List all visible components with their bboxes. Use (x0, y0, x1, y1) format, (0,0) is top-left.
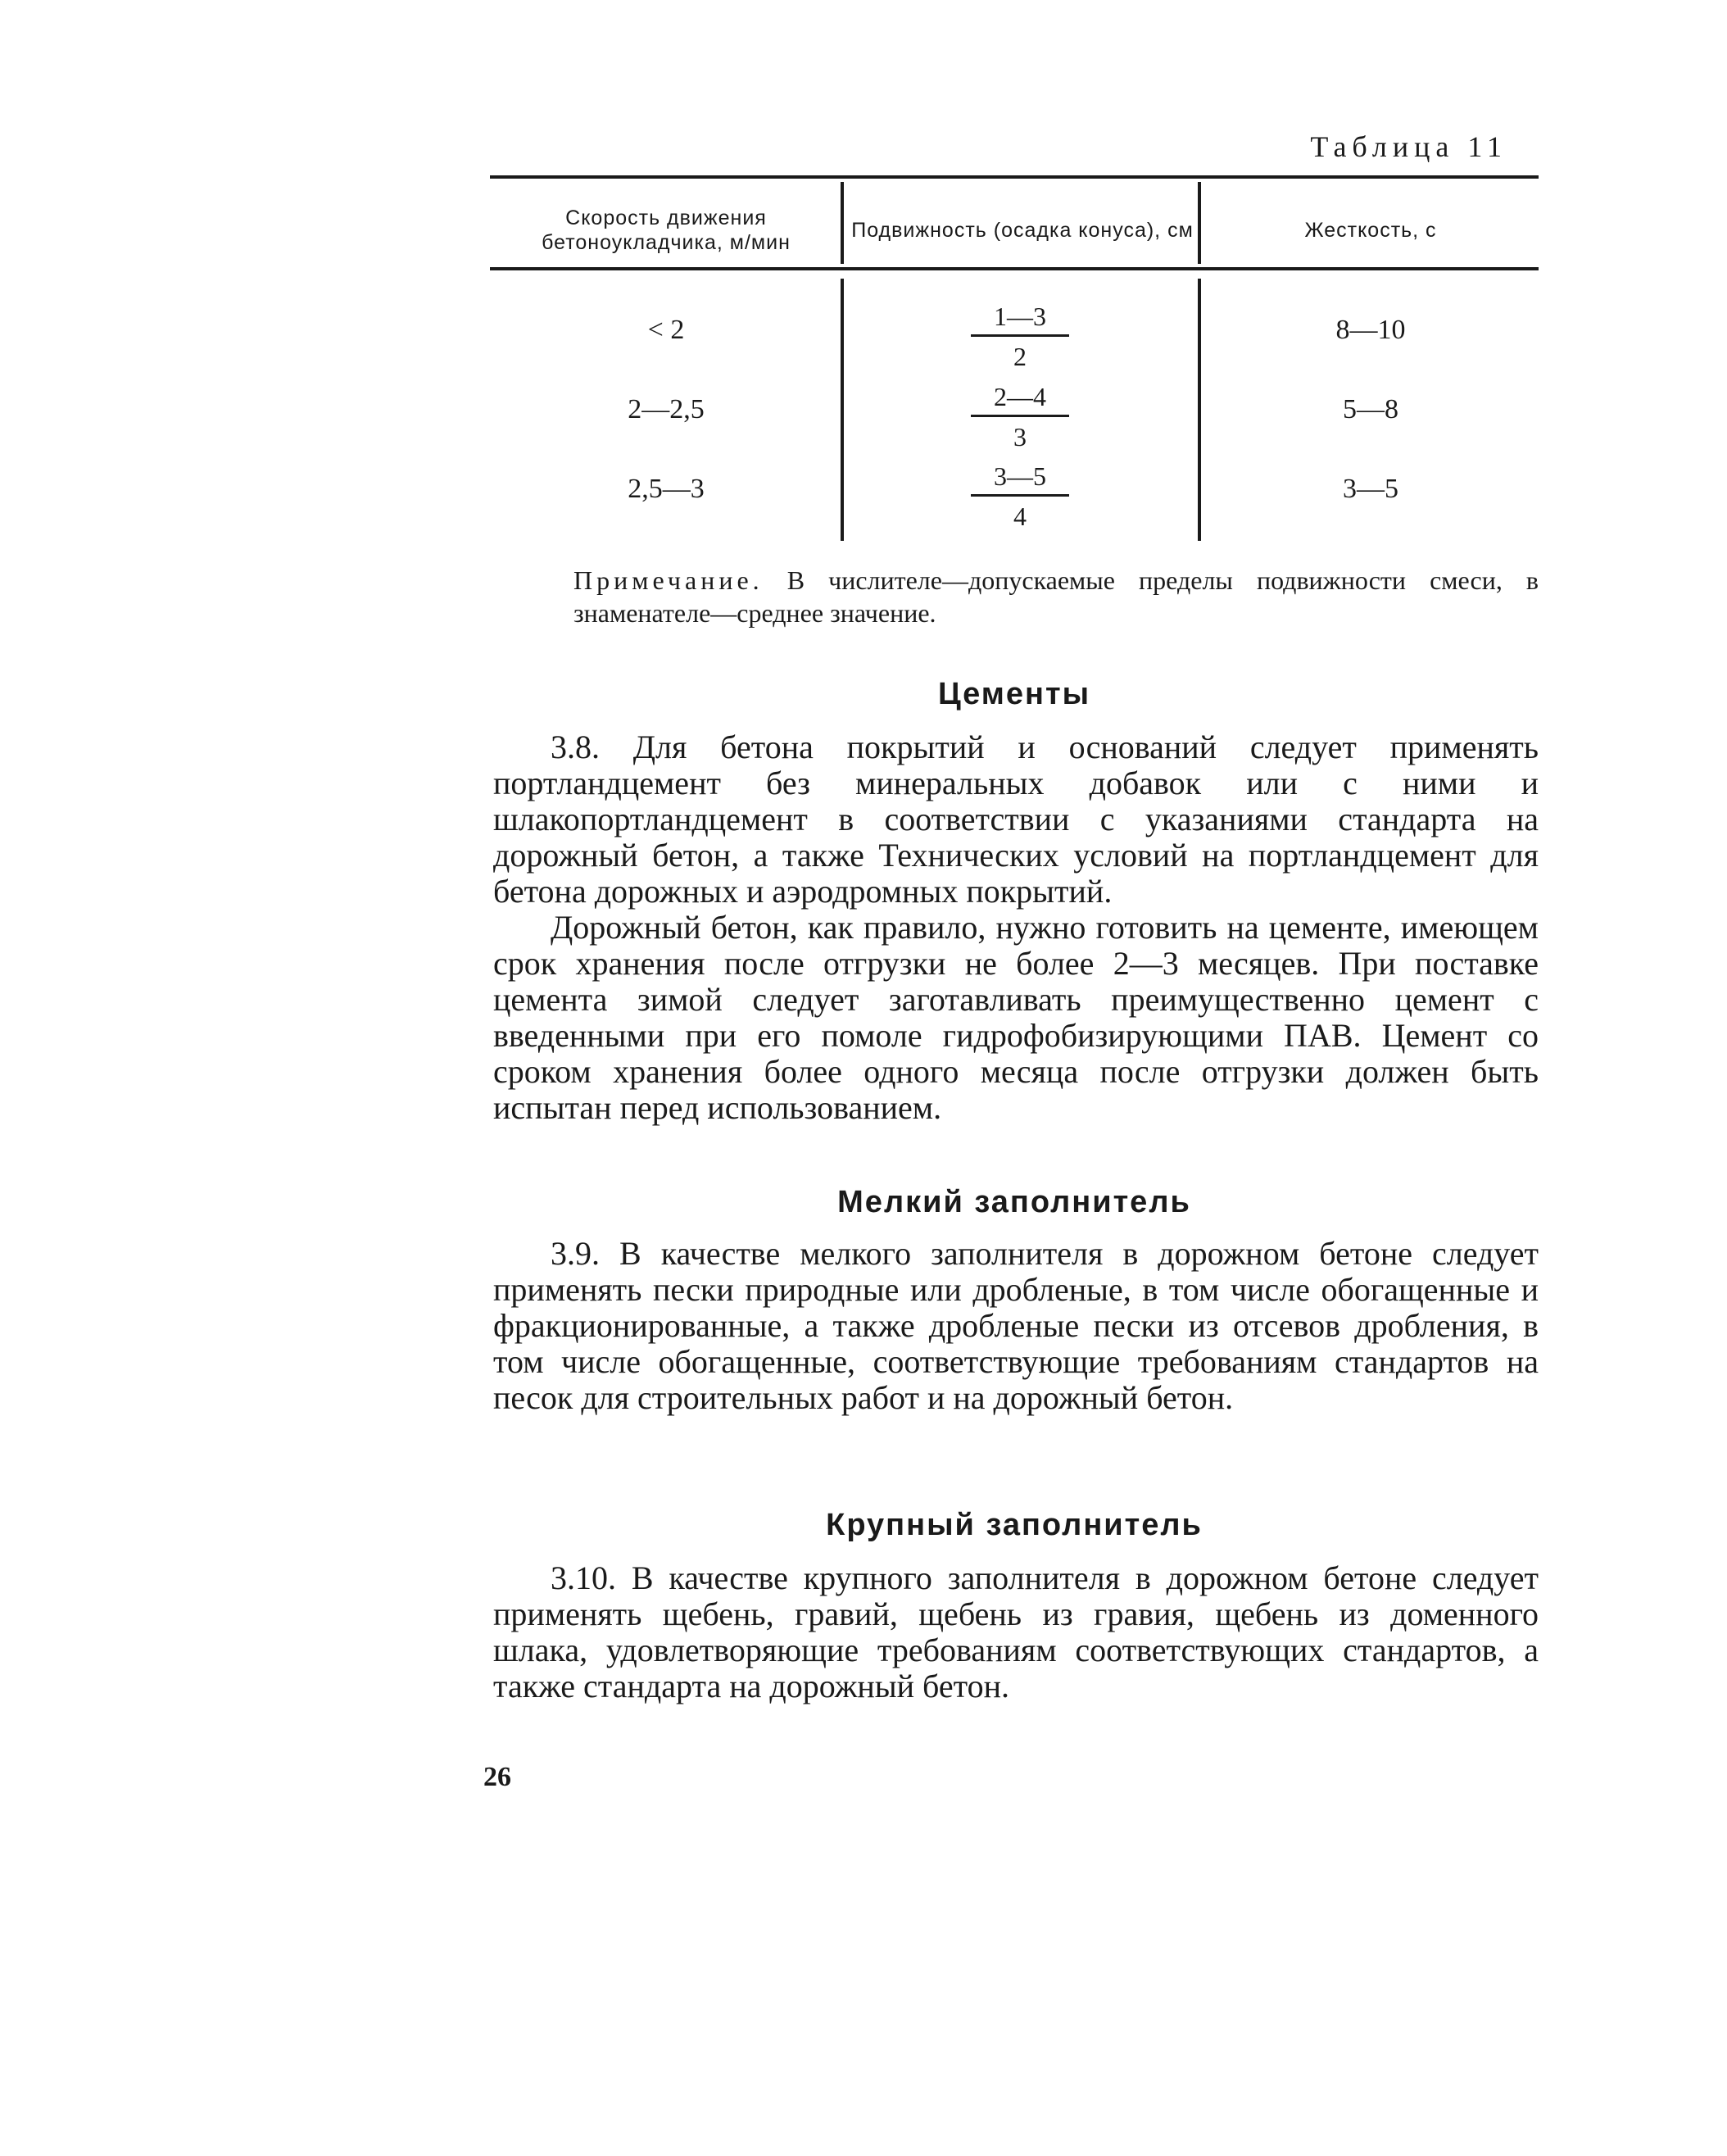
table-header-stiffness: Жесткость, с (1304, 219, 1437, 242)
note-label: Примечание. (573, 565, 764, 595)
section-heading-cements: Цементы (937, 677, 1091, 711)
section-heading-coarse-aggregate: Крупный заполнитель (826, 1508, 1203, 1542)
table-cell-mobility (950, 460, 1090, 533)
table-top-rule (490, 175, 1539, 179)
fraction-bar (971, 494, 1069, 497)
fraction-bar (971, 334, 1069, 337)
mobility-numerator: 1—3 (994, 302, 1046, 331)
table-body-divider-2 (1198, 279, 1201, 541)
section-heading-fine-aggregate: Мелкий заполнитель (837, 1185, 1191, 1219)
table-cell-speed: 2—2,5 (628, 394, 705, 424)
paragraph-3-9: 3.9. В качестве мелкого заполнителя в дорожном бетоне следует применять пески природные или дробленые, в том числе обогащенные и фракционированные, а также дробленые пески из отсевов дробления, в том числе обогащенные, соответствующие требованиям стандартов на песок для строительных работ и на дорожный бетон. (493, 1235, 1539, 1416)
note-text: В числителе—допускаемые пределы подвижности смеси, в знаменателе—среднее значение. (573, 565, 1539, 628)
table-cell-mobility (950, 380, 1090, 453)
page-number: 26 (483, 1762, 511, 1792)
table-header-rule (490, 267, 1539, 270)
table-cell-stiffness: 3—5 (1343, 474, 1398, 504)
paragraph-3-8: 3.8. Для бетона покрытий и оснований следует применять портландцемент без минеральных добавок или с ними и шлакопортландцемент в соответствии с указаниями стандарта на дорожный бетон, а также Технических условий на портландцемент для бетона дорожных и аэродромных покрытий. (493, 729, 1539, 910)
table-cell-speed: 2,5—3 (628, 474, 705, 504)
table-cell-stiffness: 5—8 (1343, 394, 1398, 424)
table-note (573, 564, 1539, 629)
table-cell-stiffness: 8—10 (1335, 315, 1406, 345)
paragraph-cement-storage: Дорожный бетон, как правило, нужно готовить на цементе, имеющем срок хранения после отгрузки не более 2—3 месяцев. При поставке цемента зимой следует заготавливать преимущественно цемент с введенными при его помоле гидрофобизирующими ПАВ. Цемент со сроком хранения более одного месяца после отгрузки должен быть испытан перед использованием. (493, 909, 1539, 1126)
table-cell-speed: < 2 (647, 315, 685, 345)
mobility-denominator: 4 (1013, 502, 1027, 531)
table-caption: Таблица 11 (1310, 130, 1507, 163)
mobility-numerator: 2—4 (994, 382, 1046, 411)
mobility-numerator: 3—5 (994, 461, 1046, 491)
fraction-bar (971, 415, 1069, 417)
table-cell-mobility (950, 300, 1090, 373)
paragraph-3-10: 3.10. В качестве крупного заполнителя в дорожном бетоне следует применять щебень, гравий, щебень из гравия, щебень из доменного шлака, удовлетворяющие требованиям соответствующих стандартов, а также стандарта на дорожный бетон. (493, 1559, 1539, 1704)
table-header-mobility: Подвижность (осадка конуса), см (851, 219, 1194, 242)
mobility-denominator: 3 (1013, 422, 1027, 452)
table-header-speed: Скорость движения бетоноукладчика, м/мин (542, 207, 791, 254)
mobility-denominator: 2 (1013, 342, 1027, 371)
